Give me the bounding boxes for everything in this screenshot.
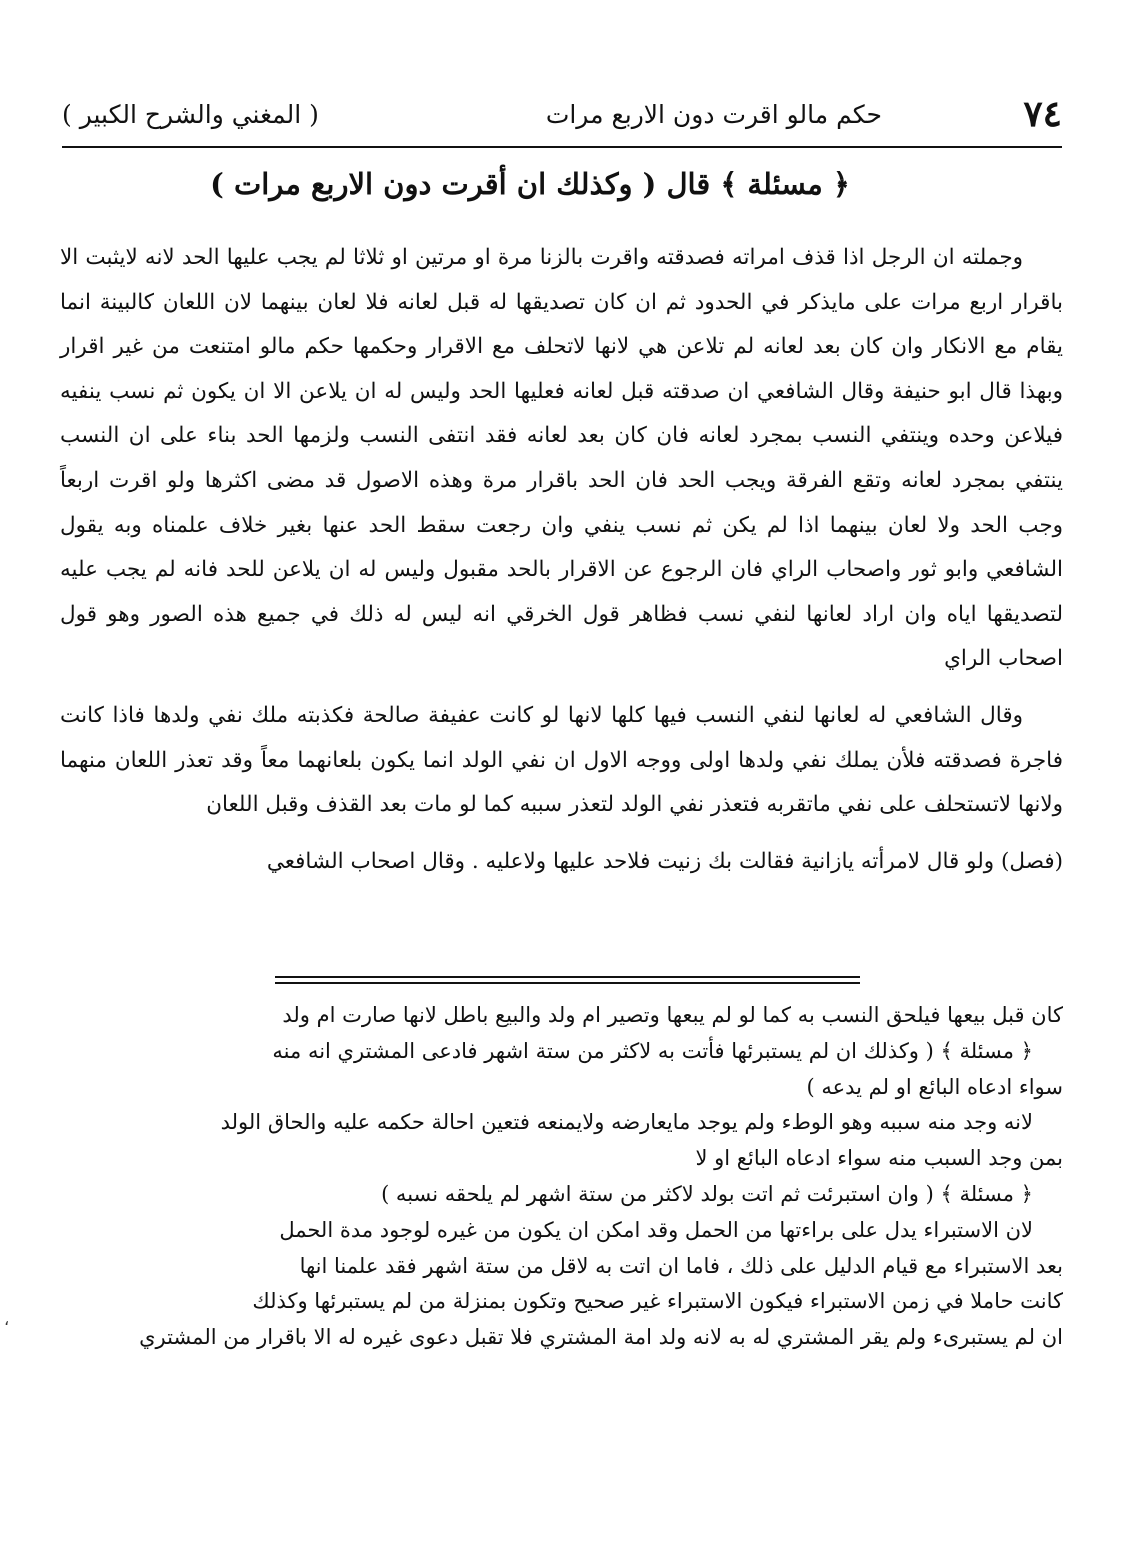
main-paragraph: وجملته ان الرجل اذا قذف امراته فصدقته واقرت بالزنا مرة او مرتين او ثلاثا لم يجب عليها الحد لانه لايثبت الا باقرار اربع مرات على مايذكر في الحدود ثم ان كان تصديقها له قبل لعانه فلا لعان بينهما لان اللعان كالبينة انما يقام مع الانكار وان كان بعد لعانه لم تلاعن هي لانها لاتحلف مع الاقرار وحكمها حكم مالو امتنعت من غير اقرار وبهذا قال ابو حنيفة وقال الشافعي ان صدقته قبل لعانه فعليها الحد وليس له ان يلاعن الا ان يكون ثم نسب ينفيه فيلاعن وحده وينتفي النسب بمجرد لعانه فان كان بعد لعانه فقد انتفى النسب ولزمها الحد بناء على ان النسب ينتفي بمجرد لعانه وتقع الفرقة ويجب الحد فان الحد باقرار مرة وهذه الاصول قد مضى اكثرها ولو اقرت اربعاً وجب الحد ولا لعان بينهما اذا لم يكن ثم نسب ينفي وان رجعت سقط الحد عنها بغير خلاف علمناه وبه يقول الشافعي وابو ثور واصحاب الراي فان الرجوع عن الاقرار بالحد مقبول وليس له ان يلاعن للحد فانه لم يجب عليه لتصديقها اياه وان اراد لعانها لنفي نسب فظاهر قول الخرقي انه ليس له ذلك في جميع هذه الصور وهو قول اصحاب الراي (60, 245, 1063, 672)
commentary-line: بعد الاستبراء مع قيام الدليل على ذلك ، فاما ان اتت به لاقل من ستة اشهر فقد علمنا انها (299, 1253, 1063, 1278)
commentary-line: لان الاستبراء يدل على براءتها من الحمل وقد امكن ان يكون من غيره لوجود مدة الحمل (279, 1217, 1033, 1242)
commentary-line: سواء ادعاه البائع او لم يدعه ) (806, 1074, 1063, 1099)
running-head-title: حكم مالو اقرت دون الاربع مرات (545, 100, 882, 129)
commentary-line: كانت حاملا في زمن الاستبراء فيكون الاستبراء غير صحيح وتكون بمنزلة من لم يستبرئها وكذلك (252, 1289, 1063, 1314)
commentary-line: بمن وجد السبب منه سواء ادعاه البائع او لا (695, 1146, 1063, 1171)
commentary-line: لانه وجد منه سببه وهو الوطء ولم يوجد مايعارضه ولايمنعه فتعين احالة حكمه عليه والحاق الولد (220, 1110, 1033, 1135)
running-head (62, 92, 1062, 144)
commentary-masala-line: ﴿ مسئلة ﴾ ( وان استبرئت ثم اتت بولد لاكثر من ستة اشهر لم يلحقه نسبه ) (381, 1181, 1033, 1206)
main-paragraph: وقال الشافعي له لعانها لنفي النسب فيها كلها لانها لو كانت عفيفة صالحة فكذبته ملك نفي ولدها فاذا كانت فاجرة فصدقته فلأن يملك نفي ولدها اولى ووجه الاول ان نفي الولد انما يكون بلعانهما معاً وقد تعذر اللعان منهما ولانها لاتستحلف على نفي ماتقربه فتعذر نفي الولد لتعذر سببه كما لو مات بعد القذف وقبل اللعان (60, 702, 1063, 818)
fasl-line: (فصل) ولو قال لامرأته يازانية فقالت بك زنيت فلاحد عليها ولاعليه . وقال اصحاب الشافعي (266, 848, 1063, 874)
header-rule (62, 146, 1062, 148)
commentary-text-block (60, 998, 1063, 1356)
margin-mark: ، (4, 1310, 10, 1329)
masala-heading: ﴿ مسئلة ﴾ قال ( وكذلك ان أقرت دون الاربع مرات ) (210, 167, 850, 201)
section-divider (275, 976, 860, 984)
running-head-book-name: ( المغني والشرح الكبير ) (62, 100, 319, 129)
main-text-block (60, 236, 1063, 884)
page-number: ٧٤ (1023, 93, 1062, 135)
commentary-line: كان قبل بيعها فيلحق النسب به كما لو لم يبعها وتصير ام ولد والبيع باطل لانها صارت ام ولد (282, 1003, 1063, 1027)
commentary-line: ان لم يستبرىء ولم يقر المشتري له به لانه ولد امة المشتري فلا تقبل دعوى غيره له الا باقرار من المشتري (139, 1325, 1063, 1350)
commentary-masala-line: ﴿ مسئلة ﴾ ( وكذلك ان لم يستبرئها فأتت به لاكثر من ستة اشهر فادعى المشتري انه منه (272, 1038, 1033, 1063)
